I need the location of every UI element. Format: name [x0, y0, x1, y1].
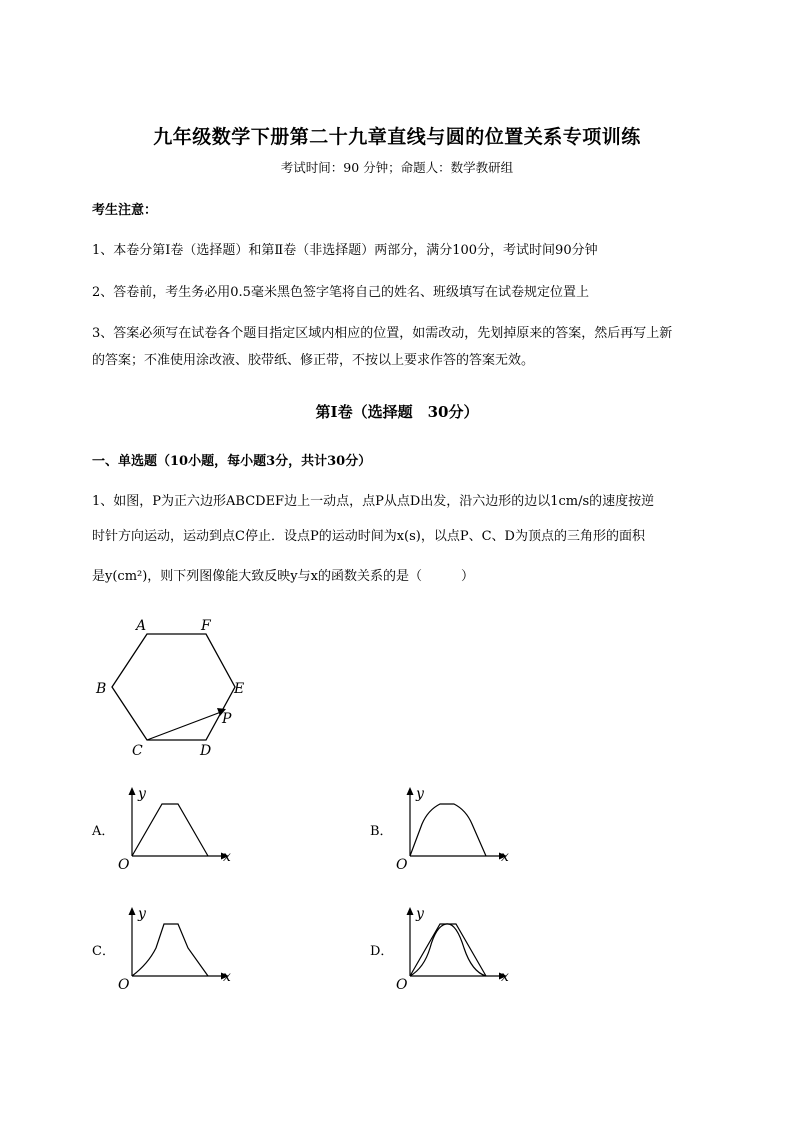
option-d-graph[interactable] — [390, 902, 520, 994]
notice-item-3: 3、答案必须写在试卷各个题目指定区域内相应的位置，如需改动，先划掉原来的答案，然后再写上新 — [92, 326, 673, 341]
axis-x-label: x — [501, 849, 509, 865]
curve — [132, 804, 208, 856]
exam-info: 考试时间：90 分钟；命题人：数学教研组 — [280, 160, 514, 175]
curve — [132, 924, 208, 976]
label-e: E — [234, 681, 245, 697]
curve — [410, 804, 486, 856]
notice-heading: 考生注意： — [92, 203, 158, 218]
label-b: B — [96, 681, 107, 697]
origin-label: O — [118, 857, 130, 873]
y-arrow-icon — [407, 787, 414, 795]
question-1-line-2: 时针方向运动，运动到点C停止．设点P的运动时间为x(s)，以点P、C、D为顶点的三角形的面积 — [92, 529, 645, 544]
origin-label: O — [396, 857, 408, 873]
label-a: A — [136, 618, 147, 634]
question-1-line-1: 1、如图，P为正六边形ABCDEF边上一动点，点P从点D出发，沿六边形的边以1cm/s的速度按逆 — [92, 494, 655, 509]
label-p: P — [222, 711, 232, 727]
option-c-graph[interactable] — [112, 902, 242, 994]
hexagon-shape — [112, 634, 235, 740]
label-d: D — [200, 743, 212, 759]
axis-y-label: y — [416, 906, 424, 922]
part-heading: 一、单选题（10小题，每小题3分，共计30分） — [92, 454, 372, 469]
axis-y-label: y — [416, 786, 424, 802]
origin-label: O — [396, 977, 408, 993]
y-arrow-icon — [129, 787, 136, 795]
option-a-label[interactable]: A． — [92, 824, 115, 839]
option-c-label[interactable]: C． — [92, 944, 115, 959]
option-b-graph[interactable] — [390, 782, 520, 874]
label-f: F — [201, 618, 211, 634]
y-arrow-icon — [407, 907, 414, 915]
y-arrow-icon — [129, 907, 136, 915]
segment-cp — [147, 712, 221, 740]
section-title: 第Ⅰ卷（选择题 30分） — [315, 403, 479, 421]
notice-item-1: 1、本卷分第Ⅰ卷（选择题）和第Ⅱ卷（非选择题）两部分，满分100分，考试时间90分钟 — [92, 243, 598, 258]
origin-label: O — [118, 977, 130, 993]
notice-item-3-cont: 的答案；不准使用涂改液、胶带纸、修正带，不按以上要求作答的答案无效。 — [92, 353, 535, 368]
hexagon-figure — [90, 612, 260, 762]
notice-item-2: 2、答卷前，考生务必用0.5毫米黑色签字笔将自己的姓名、班级填写在试卷规定位置上 — [92, 285, 589, 300]
label-c: C — [132, 743, 143, 759]
axis-y-label: y — [138, 906, 146, 922]
axis-x-label: x — [223, 969, 231, 985]
option-b-label[interactable]: B． — [370, 824, 393, 839]
option-d-label[interactable]: D． — [370, 944, 394, 959]
question-1-line-3: 是y(cm²)，则下列图像能大致反映y与x的函数关系的是（ ） — [92, 569, 474, 584]
axis-x-label: x — [223, 849, 231, 865]
curve-smooth — [410, 924, 486, 976]
option-a-graph[interactable] — [112, 782, 242, 874]
axis-y-label: y — [138, 786, 146, 802]
page-title: 九年级数学下册第二十九章直线与圆的位置关系专项训练 — [153, 126, 641, 148]
axis-x-label: x — [501, 969, 509, 985]
